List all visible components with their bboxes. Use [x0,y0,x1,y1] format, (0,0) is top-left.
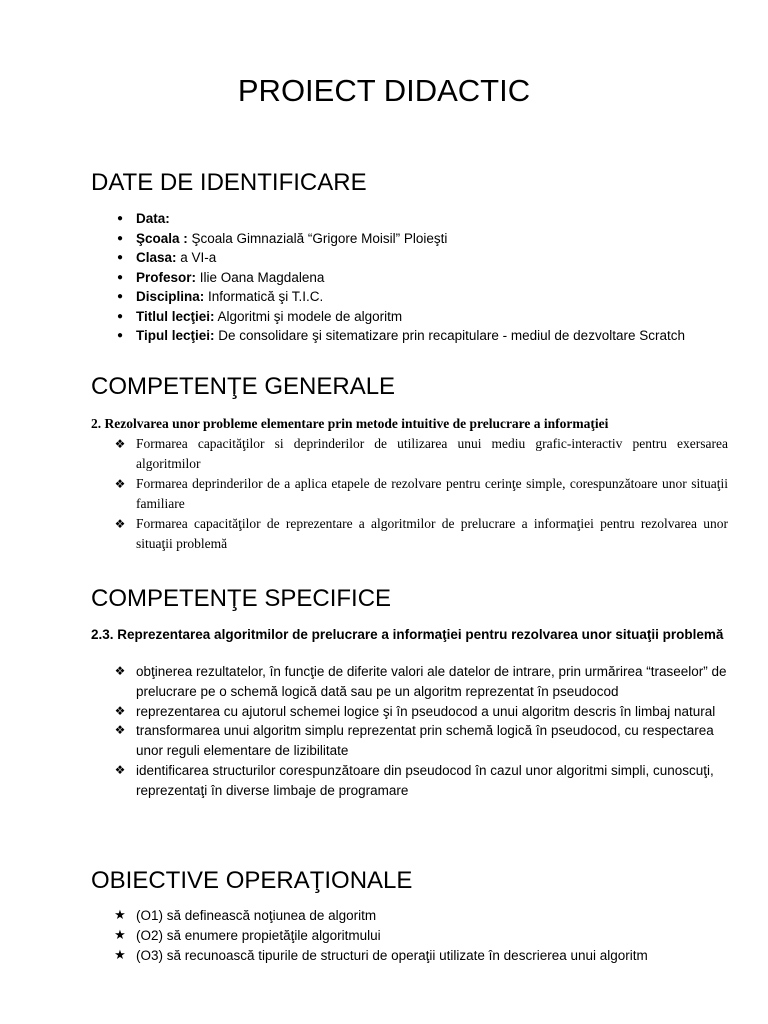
field-label: Profesor: [136,269,197,285]
competenta-generala-title: 2. Rezolvarea unor probleme elementare prin metode intuitive de prelucrare a informaţiei [91,416,609,431]
list-item [112,307,752,327]
bullet-icon: ● [116,330,124,341]
field-label: Disciplina: [136,289,205,304]
section-heading-competente-generale: COMPETENŢE GENERALE [91,373,396,400]
diamond-bullet-icon: ❖ [114,762,126,777]
bullet-icon: ● [116,310,124,322]
list-item: ❖ Formarea capacităţilor si deprinderilor de utilizarea unui mediu grafic-interactiv pentru exersarea algoritmilor [112,434,728,474]
field-value: Algoritmi şi modele de algoritm [214,308,403,324]
star-bullet-icon: ★ [114,928,126,943]
field-value: Informatică şi T.I.C. [204,289,324,304]
diamond-bullet-icon: ❖ [114,703,126,718]
list-item [112,287,752,307]
list-item [112,268,752,288]
section-heading-obiective: OBIECTIVE OPERAŢIONALE [91,867,413,894]
list-item: ❖ Formarea capacităţilor de reprezentare a algoritmilor de prelucrare a informaţiei pentru rezolvarea unor situaţii problemă [112,514,728,554]
obiective-list [112,906,752,966]
competente-generale-list [112,434,728,554]
field-value: Şcoala Gimnazială “Grigore Moisil” Ploieşti [187,230,448,246]
list-item: ❖ Formarea deprinderilor de a aplica etapele de rezolvare pentru cerinţe simple, corespunzătoare unor situaţii familiare [112,474,728,514]
bullet-icon: ● [116,232,124,244]
field-label: Tipul lecţiei: [136,328,215,343]
list-item [112,209,752,229]
field-label: Şcoala : [136,230,188,246]
list-item: ❖ reprezentarea cu ajutorul schemei logice şi în pseudocod a unui algoritm descris în limbaj natural [112,702,732,722]
section-heading-identificare: DATE DE IDENTIFICARE [91,169,367,196]
field-value: a VI-a [176,250,217,265]
list-item: ❖ identificarea structurilor corespunzătoare din pseudocod în cazul unor algoritmi simpli, cunoscuţi, reprezentaţi în diverse limbaje de programare [112,761,732,801]
section-heading-competente-specifice: COMPETENŢE SPECIFICE [91,585,392,612]
field-value: De consolidare şi sitematizare prin recapitulare - mediul de dezvoltare Scratch [214,328,685,343]
star-bullet-icon: ★ [114,908,126,923]
list-item [112,248,752,268]
field-value: Ilie Oana Magdalena [196,269,325,285]
diamond-bullet-icon: ❖ [114,437,126,451]
bullet-icon: ● [116,213,124,224]
list-item: ❖ obţinerea rezultatelor, în funcţie de diferite valori ale datelor de intrare, prin urmărirea “traseelor” de prelucrare pe o schemă logică dată sau pe un algoritm reprezentat în pseudocod [112,662,732,702]
bullet-icon: ● [116,291,124,302]
diamond-bullet-icon: ❖ [114,517,126,531]
list-item: ★ (O2) să enumere propietăţile algoritmului [112,926,752,946]
list-item: ★ (O3) să recunoască tipurile de structuri de operaţii utilizate în descrierea unui algoritm [112,946,752,966]
field-label: Titlul lecţiei: [136,308,215,324]
list-item: ❖ transformarea unui algoritm simplu reprezentat prin schemă logică în pseudocod, cu respectarea unor reguli elementare de lizibilitate [112,721,732,761]
competenta-specifica-title: 2.3. Reprezentarea algoritmilor de prelucrare a informaţiei pentru rezolvarea unor situaţii problemă [91,627,724,642]
bullet-icon: ● [116,271,124,283]
star-bullet-icon: ★ [114,948,126,963]
list-item [112,229,752,249]
field-label: Data: [136,211,170,226]
competente-specifice-list [112,662,732,801]
list-item [112,326,752,346]
diamond-bullet-icon: ❖ [114,664,126,678]
list-item: ★ (O1) să definească noţiunea de algoritm [112,906,752,926]
diamond-bullet-icon: ❖ [114,477,126,491]
bullet-icon: ● [116,252,124,263]
document-title: PROIECT DIDACTIC [237,73,531,108]
identification-list [112,209,752,346]
field-label: Clasa: [136,250,177,265]
diamond-bullet-icon: ❖ [114,723,126,738]
